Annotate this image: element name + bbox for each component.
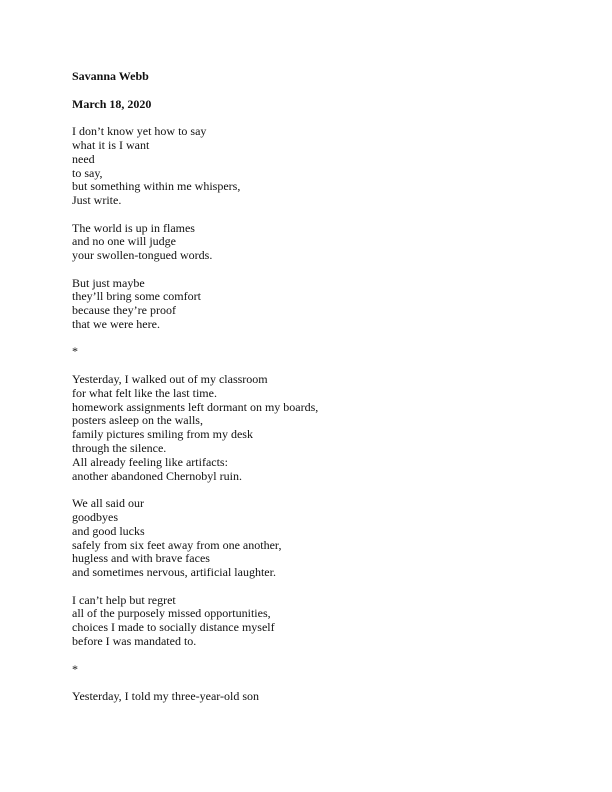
poem-line: All already feeling like artifacts: — [72, 454, 228, 469]
stanza — [72, 594, 552, 649]
stanza — [72, 373, 552, 484]
poem-line: before I was mandated to. — [72, 634, 197, 649]
poem-line: that we were here. — [72, 317, 160, 332]
poem-line: I don’t know yet how to say — [72, 124, 207, 138]
poem-line: choices I made to socially distance myself — [72, 620, 275, 635]
poem-line: family pictures smiling from my desk — [72, 427, 253, 442]
poem-line: posters asleep on the walls, — [72, 413, 203, 428]
poem-line: all of the purposely missed opportunities, — [72, 606, 271, 621]
poem-line: through the silence. — [72, 441, 167, 456]
poem-line: to say, — [72, 165, 103, 180]
poem-line: and no one will judge — [72, 234, 176, 249]
poem-body — [72, 125, 552, 704]
section-separator — [72, 345, 552, 359]
poem-line: what it is I want — [72, 137, 150, 152]
poem-line: but something within me whispers, — [72, 179, 241, 194]
poem-line: Yesterday, I told my three-year-old son — [72, 688, 260, 703]
separator-asterisk: * — [72, 344, 78, 359]
poem-line: We all said our — [72, 496, 145, 511]
stanza — [72, 222, 552, 264]
poem-line: because they’re proof — [72, 303, 176, 318]
author-name: Savanna Webb — [72, 69, 149, 83]
section-separator — [72, 663, 552, 677]
poem-line: need — [72, 151, 95, 166]
poem-line: homework assignments left dormant on my boards, — [72, 399, 319, 414]
stanza — [72, 125, 552, 208]
document-page — [72, 69, 552, 717]
separator-asterisk: * — [72, 661, 78, 676]
poem-line: Yesterday, I walked out of my classroom — [72, 371, 268, 386]
poem-line: they’ll bring some comfort — [72, 289, 201, 304]
poem-line: hugless and with brave faces — [72, 551, 210, 566]
poem-line: your swollen-tongued words. — [72, 248, 213, 263]
poem-line: safely from six feet away from one another, — [72, 537, 282, 552]
stanza — [72, 497, 552, 580]
poem-line: and good lucks — [72, 523, 145, 538]
poem-line: for what felt like the last time. — [72, 385, 217, 400]
poem-line: goodbyes — [72, 509, 118, 524]
stanza — [72, 277, 552, 332]
poem-line: I can’t help but regret — [72, 592, 176, 607]
poem-date: March 18, 2020 — [72, 97, 152, 111]
poem-line: and sometimes nervous, artificial laughter. — [72, 565, 276, 580]
poem-line: Just write. — [72, 193, 122, 208]
poem-line: But just maybe — [72, 275, 145, 290]
stanza — [72, 690, 552, 704]
poem-line: another abandoned Chernobyl ruin. — [72, 468, 242, 483]
poem-line: The world is up in flames — [72, 220, 195, 235]
